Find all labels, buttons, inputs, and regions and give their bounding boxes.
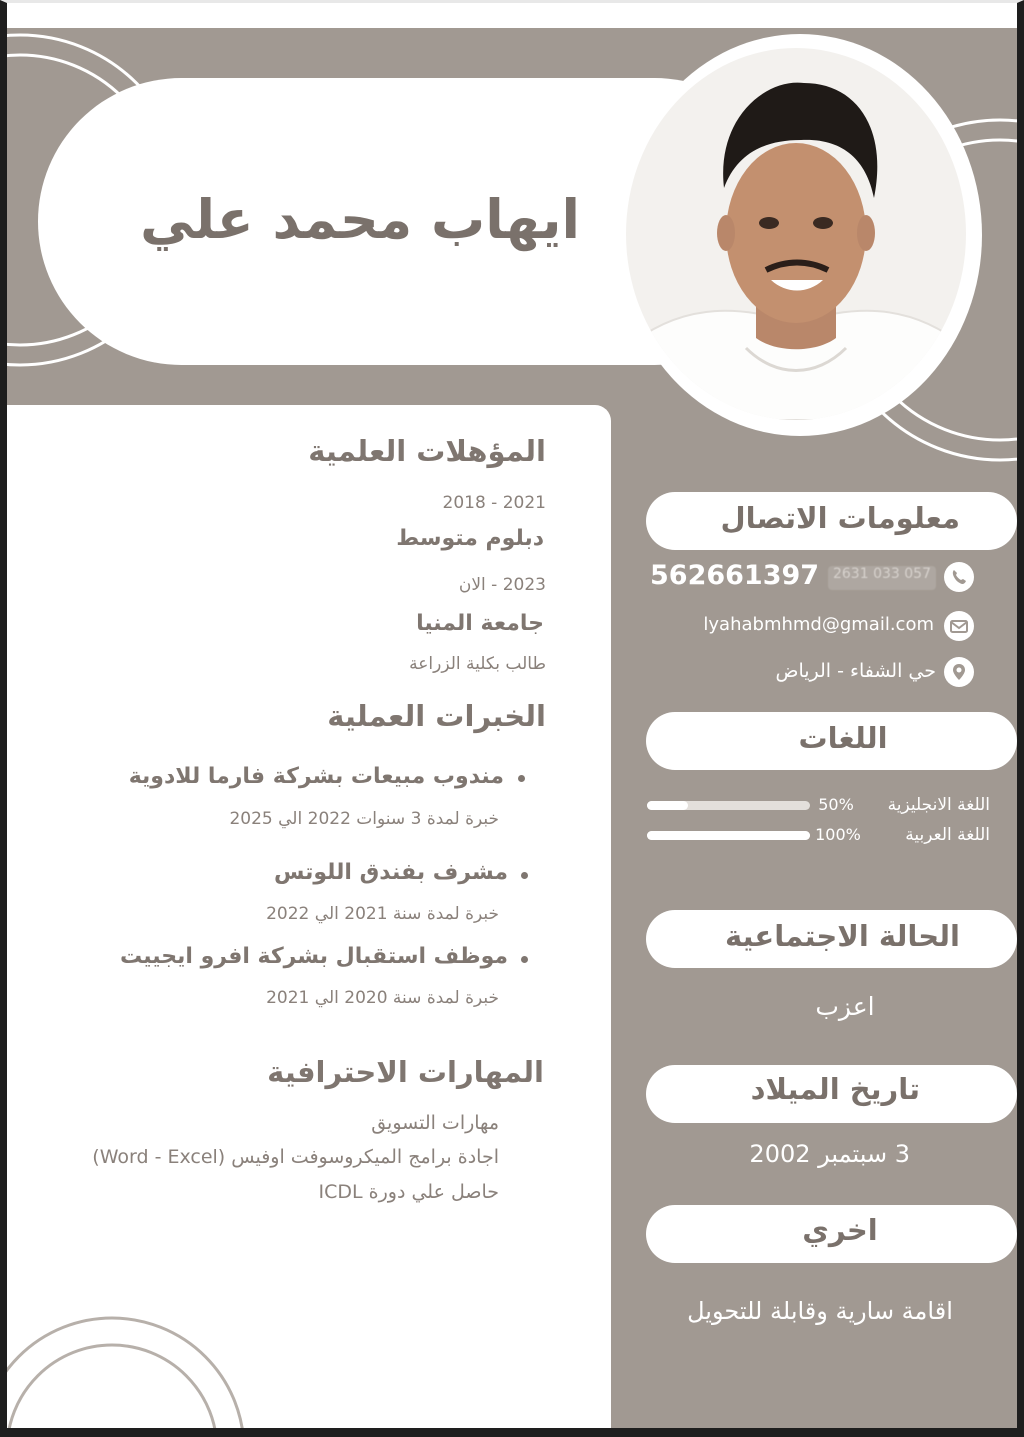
arabic-language: اللغة العربية (905, 825, 990, 845)
skills-heading: المهارات الاحترافية (267, 1055, 544, 1089)
skill-item-2: اجادة برامج الميكروسوفت اوفيس (Word - Excel) (92, 1146, 499, 1168)
languages-heading: اللغات (798, 721, 888, 755)
bullet-icon (518, 775, 525, 782)
arabic-percent: 100% (815, 825, 861, 844)
birth-date: 3 سبتمبر 2002 (749, 1140, 910, 1168)
experience-detail-3: خبرة لمدة سنة 2020 الي 2021 (266, 988, 499, 1008)
mail-icon (944, 611, 974, 641)
english-percent: 50% (818, 795, 854, 814)
other-info: اقامة سارية وقابلة للتحويل (687, 1297, 953, 1325)
experience-detail-2: خبرة لمدة سنة 2021 الي 2022 (266, 904, 499, 924)
education-title-1: دبلوم متوسط (396, 526, 544, 551)
bullet-icon (521, 872, 528, 879)
location-pin-icon (944, 657, 974, 687)
email-address[interactable]: lyahabmhmd@gmail.com (703, 614, 934, 635)
birth-heading: تاريخ الميلاد (750, 1072, 920, 1106)
phone-number[interactable]: 562661397 (650, 560, 820, 591)
experience-title-2: مشرف بفندق اللوتس (274, 860, 508, 885)
education-title-2: جامعة المنيا (416, 611, 544, 636)
marital-status: اعزب (815, 992, 875, 1021)
skill-item-1: مهارات التسويق (371, 1112, 499, 1134)
education-period-2: 2023 - الان (458, 575, 546, 595)
address: حي الشفاء - الرياض (775, 660, 936, 682)
experience-detail-1: خبرة لمدة 3 سنوات 2022 الي 2025 (229, 809, 499, 829)
bullet-icon (521, 956, 528, 963)
experience-title-1: مندوب مبيعات بشركة فارما للادوية (128, 764, 504, 789)
skill-item-3: حاصل علي دورة ICDL (318, 1181, 499, 1203)
marital-heading: الحالة الاجتماعية (724, 919, 960, 953)
phone-old-blurred: 057 033 2631 (828, 566, 936, 590)
experience-heading: الخبرات العملية (327, 699, 546, 733)
contact-heading: معلومات الاتصال (720, 501, 960, 535)
education-heading: المؤهلات العلمية (308, 434, 546, 468)
person-name: ايهاب محمد علي (140, 188, 580, 251)
english-level-fill (647, 801, 688, 810)
arabic-level-fill (647, 831, 810, 840)
education-period-1: 2021 - 2018 (442, 493, 546, 513)
english-language: اللغة الانجليزية (887, 795, 990, 815)
other-heading: اخري (802, 1213, 878, 1247)
experience-title-3: موظف استقبال بشركة افرو ايجييت (120, 944, 508, 969)
profile-photo (626, 48, 966, 420)
education-note-2: طالب بكلية الزراعة (409, 654, 546, 674)
phone-icon (944, 562, 974, 592)
